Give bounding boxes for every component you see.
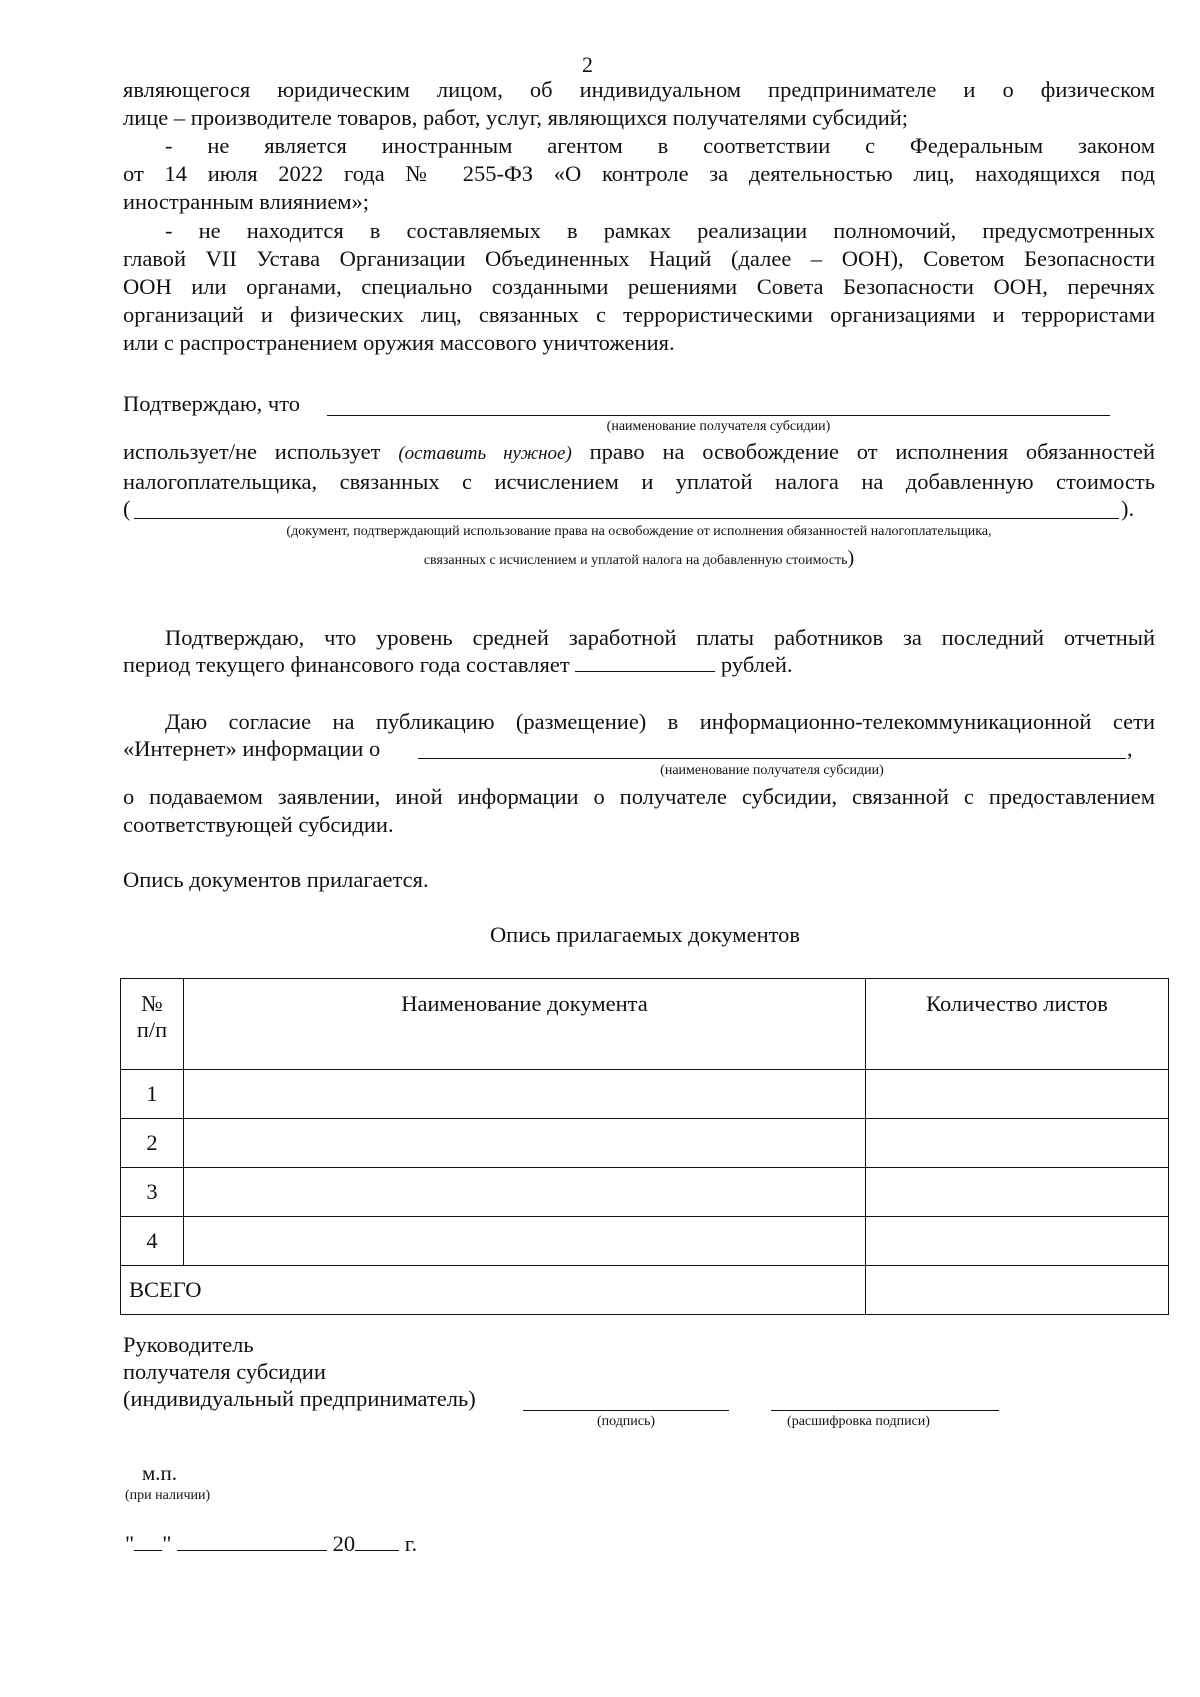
paragraph-line: ООН или органами, специально созданными решениями Совета Безопасности ООН, перечнях xyxy=(123,274,1155,299)
paragraph-line: организаций и физических лиц, связанных с террористическими организациями и террористами xyxy=(123,302,1155,327)
table-title: Опись прилагаемых документов xyxy=(489,922,801,947)
paragraph-1 xyxy=(123,76,1155,132)
paragraph-line: о подаваемом заявлении, иной информации о получателе субсидии, связанной с предоставлением xyxy=(123,784,1155,809)
document-name-cell[interactable] xyxy=(184,1070,866,1119)
total-label: ВСЕГО xyxy=(121,1266,866,1315)
document-name-cell[interactable] xyxy=(184,1119,866,1168)
consent-continuation xyxy=(123,783,1155,839)
paragraph-foreign-agent xyxy=(123,132,1155,216)
total-sheets-cell[interactable] xyxy=(866,1266,1169,1315)
paragraph-line: от 14 июля 2022 года № 255-ФЗ «О контроле за деятельностью лиц, находящихся под xyxy=(123,161,1155,186)
date-day-field[interactable] xyxy=(134,1532,162,1551)
vat-document-note: (документ, подтверждающий использование права на освобождение от исполнения обязанностей налогоплательщика, xyxy=(286,524,992,539)
confirm-prefix: Подтверждаю, что xyxy=(123,391,301,416)
paragraph-line: иностранным влиянием»; xyxy=(123,189,370,214)
consent-note: (наименование получателя субсидии) xyxy=(660,763,884,778)
vat-document-note-2: связанных с исчислением и уплатой налога на добавленную стоимость) xyxy=(423,547,855,569)
paragraph-line: лице – производителе товаров, работ, услуг, являющихся получателями субсидий; xyxy=(123,105,909,130)
sheet-count-cell[interactable] xyxy=(866,1168,1169,1217)
paragraph-line: налогоплательщика, связанных с исчислением и уплатой налога на добавленную стоимость xyxy=(123,469,1155,494)
date-line: " " 20 г. xyxy=(125,1531,418,1556)
paragraph-line: являющегося юридическим лицом, об индивидуальном предпринимателе и о физическом xyxy=(123,77,1155,102)
paragraph-line: Подтверждаю, что уровень средней заработной платы работников за последний отчетный xyxy=(165,625,1155,650)
salary-amount-field[interactable] xyxy=(575,653,715,672)
vat-document-field[interactable] xyxy=(134,517,1119,519)
signature-name-field[interactable] xyxy=(771,1409,999,1411)
paragraph-line: - не находится в составляемых в рамках реализации полномочий, предусмотренных xyxy=(165,218,1155,243)
page-number: 2 xyxy=(582,52,593,77)
salary-line: период текущего финансового года составляет рублей. xyxy=(123,652,793,677)
sheet-count-cell[interactable] xyxy=(866,1070,1169,1119)
paragraph-line: использует/не использует (оставить нужное) право на освобождение от исполнения обязанностей xyxy=(123,439,1156,464)
stamp-label: м.п. xyxy=(142,1461,178,1485)
paragraph-line: или с распространением оружия массового уничтожения. xyxy=(123,330,675,355)
sheet-count-cell[interactable] xyxy=(866,1119,1169,1168)
signature-title-3: (индивидуальный предприниматель) xyxy=(123,1386,476,1411)
row-number: 3 xyxy=(121,1168,184,1217)
signature-title-2: получателя субсидии xyxy=(123,1359,326,1384)
stamp-note: (при наличии) xyxy=(125,1488,211,1503)
row-number: 4 xyxy=(121,1217,184,1266)
signature-field[interactable] xyxy=(523,1409,729,1411)
col-header-name: Наименование документа xyxy=(184,979,866,1070)
col-header-quantity: Количество листов xyxy=(866,979,1169,1070)
paragraph-un-lists xyxy=(123,217,1155,357)
italic-hint: (оставить нужное) xyxy=(398,443,572,464)
paragraph-line: - не является иностранным агентом в соответствии с Федеральным законом xyxy=(165,133,1155,158)
document-name-cell[interactable] xyxy=(184,1217,866,1266)
signature-title-1: Руководитель xyxy=(123,1332,254,1357)
documents-table xyxy=(120,978,1169,1315)
paragraph-line: соответствующей субсидии. xyxy=(123,812,394,837)
document-name-cell[interactable] xyxy=(184,1168,866,1217)
open-paren: ( xyxy=(123,496,131,521)
row-number: 2 xyxy=(121,1119,184,1168)
paragraph-line: главой VII Устава Организации Объединенных Наций (далее – ООН), Советом Безопасности xyxy=(123,246,1155,271)
salary-paragraph xyxy=(123,624,1155,652)
table-row xyxy=(121,1217,1169,1266)
vat-exemption-paragraph xyxy=(123,438,1155,496)
recipient-name-field[interactable] xyxy=(327,414,1110,416)
date-month-field[interactable] xyxy=(177,1532,327,1551)
consent-recipient-field[interactable] xyxy=(418,757,1126,759)
col-header-number: № п/п xyxy=(121,979,184,1070)
consent-prefix: «Интернет» информации о xyxy=(123,736,381,761)
sheet-count-cell[interactable] xyxy=(866,1217,1169,1266)
table-row xyxy=(121,1119,1169,1168)
table-row xyxy=(121,1168,1169,1217)
signature-name-note: (расшифровка подписи) xyxy=(787,1414,930,1429)
attachment-note: Опись документов прилагается. xyxy=(123,867,429,892)
table-row xyxy=(121,1070,1169,1119)
paragraph-line: Даю согласие на публикацию (размещение) в информационно-телекоммуникационной сети xyxy=(165,709,1155,734)
table-header-row xyxy=(121,979,1169,1070)
recipient-name-note: (наименование получателя субсидии) xyxy=(606,419,831,434)
consent-paragraph xyxy=(123,708,1155,736)
close-paren: ). xyxy=(1121,496,1135,521)
row-number: 1 xyxy=(121,1070,184,1119)
signature-note: (подпись) xyxy=(596,1414,656,1429)
table-total-row xyxy=(121,1266,1169,1315)
consent-comma: , xyxy=(1127,736,1133,761)
date-year-field[interactable] xyxy=(355,1532,399,1551)
